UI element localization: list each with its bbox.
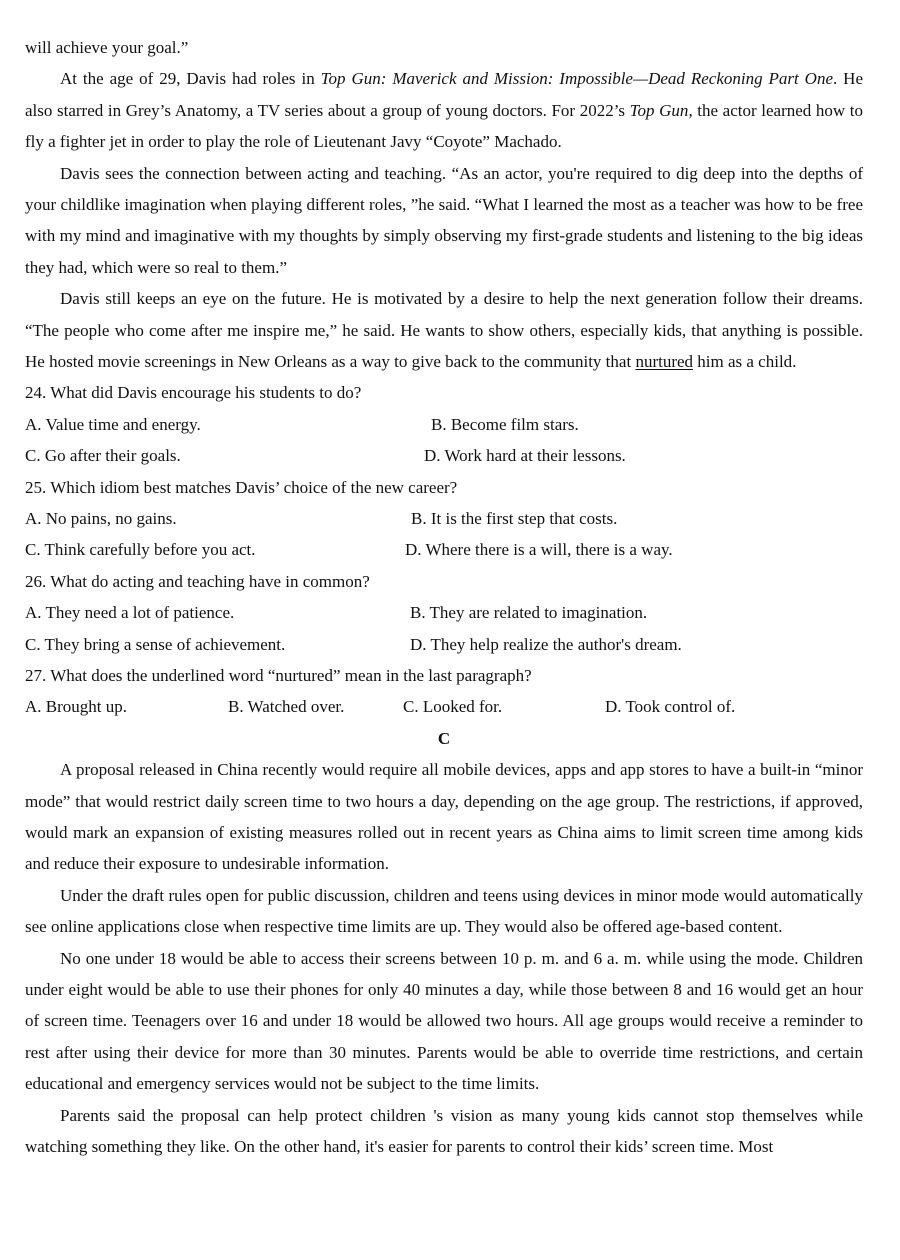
option-c: C. Think carefully before you act. — [25, 540, 256, 560]
paragraph-parents: Parents said the proposal can help protect children 's vision as many young kids cannot stop themselves while watching something they like. On the other hand, it's easier for parents to control their kids’ screen time. Most — [25, 1105, 863, 1157]
question-stem: 24. What did Davis encourage his students to do? — [25, 383, 362, 403]
option-row — [25, 409, 863, 440]
option-c: C. Go after their goals. — [25, 446, 181, 466]
option-row — [25, 597, 863, 628]
underlined-word: nurtured — [635, 352, 694, 372]
question-stem: 25. Which idiom best matches Davis’ choice of the new career? — [25, 477, 458, 497]
option-d: D. Work hard at their lessons. — [424, 446, 626, 466]
section-heading: C — [437, 728, 451, 748]
option-a: A. Brought up. — [25, 697, 127, 717]
page-content — [25, 32, 863, 1163]
film-titles: Top Gun: Maverick and Mission: Impossible—Dead Reckoning Part One — [320, 69, 833, 89]
option-row — [25, 691, 863, 722]
text-span: , the actor learned how to fly a fighter jet in order to play the role of Lieutenant Javy “Coyote” Machado. — [25, 100, 864, 152]
film-title-top-gun: Top Gun — [629, 100, 689, 120]
option-c: C. Looked for. — [403, 697, 503, 717]
option-d: D. They help realize the author's dream. — [410, 634, 682, 654]
option-row — [25, 440, 863, 471]
text-span: At the age of 29, Davis had roles in — [60, 69, 321, 89]
text-span: . He also starred in Grey’s Anatomy, a TV series about a group of young doctors. For 2022’s — [25, 69, 864, 120]
text-span: him as a child. — [693, 352, 797, 372]
option-row — [25, 629, 863, 660]
question-stem: 27. What does the underlined word “nurtured” mean in the last paragraph? — [25, 666, 532, 686]
paragraph-davis-roles — [25, 63, 863, 157]
option-c: C. They bring a sense of achievement. — [25, 634, 286, 654]
paragraph-continuation: will achieve your goal.” — [25, 38, 189, 57]
paragraph-draft-rules: Under the draft rules open for public discussion, children and teens using devices in minor mode would automatically see online applications close when respective time limits are up. They would also be offered age-based content. — [25, 885, 863, 937]
paragraph-proposal: A proposal released in China recently would require all mobile devices, apps and app stores to have a built-in “minor mode” that would restrict daily screen time to two hours a day, depending on the age group. The restrictions, if approved, would mark an expansion of existing measures rolled out in recent years as China aims to limit screen time among kids and reduce their exposure to undesirable information. — [25, 760, 863, 874]
question-stem: 26. What do acting and teaching have in common? — [25, 571, 370, 591]
option-d: D. Where there is a will, there is a way. — [405, 540, 673, 560]
option-d: D. Took control of. — [605, 697, 736, 717]
option-a: A. Value time and energy. — [25, 414, 201, 434]
option-b: B. Become film stars. — [431, 414, 579, 434]
option-b: B. They are related to imagination. — [410, 603, 648, 623]
paragraph-age-limits: No one under 18 would be able to access their screens between 10 p. m. and 6 a. m. while using the mode. Children under eight would be able to use their phones for only 40 minutes a day, while those between 8 and 16 would get an hour of screen time. Teenagers over 16 and under 18 would be allowed two hours. All age groups would receive a reminder to rest after using their device for more than 30 minutes. Parents would be able to override time restrictions, and certain educational and emergency services would not be subject to the time limits. — [25, 948, 863, 1094]
option-a: A. They need a lot of patience. — [25, 603, 235, 623]
paragraph-future — [25, 283, 863, 377]
option-a: A. No pains, no gains. — [25, 509, 177, 529]
text-span: Davis still keeps an eye on the future. He is motivated by a desire to help the next generation follow their dreams. “The people who come after me inspire me,” he said. He wants to show others, especially kids, that anything is possible. He hosted movie screenings in New Orleans as a way to give back to the community that — [25, 289, 863, 372]
option-row — [25, 534, 863, 565]
option-row — [25, 503, 863, 534]
option-b: B. Watched over. — [228, 697, 345, 717]
option-b: B. It is the first step that costs. — [411, 509, 618, 529]
paragraph-acting-teaching: Davis sees the connection between acting and teaching. “As an actor, you're required to dig deep into the depths of your childlike imagination when playing different roles, ”he said. “What I learned the most as a teacher was how to be free with my mind and imaginative with my thoughts by simply observing my first-grade students and listening to the big ideas they had, which were so real to them.” — [25, 163, 863, 277]
